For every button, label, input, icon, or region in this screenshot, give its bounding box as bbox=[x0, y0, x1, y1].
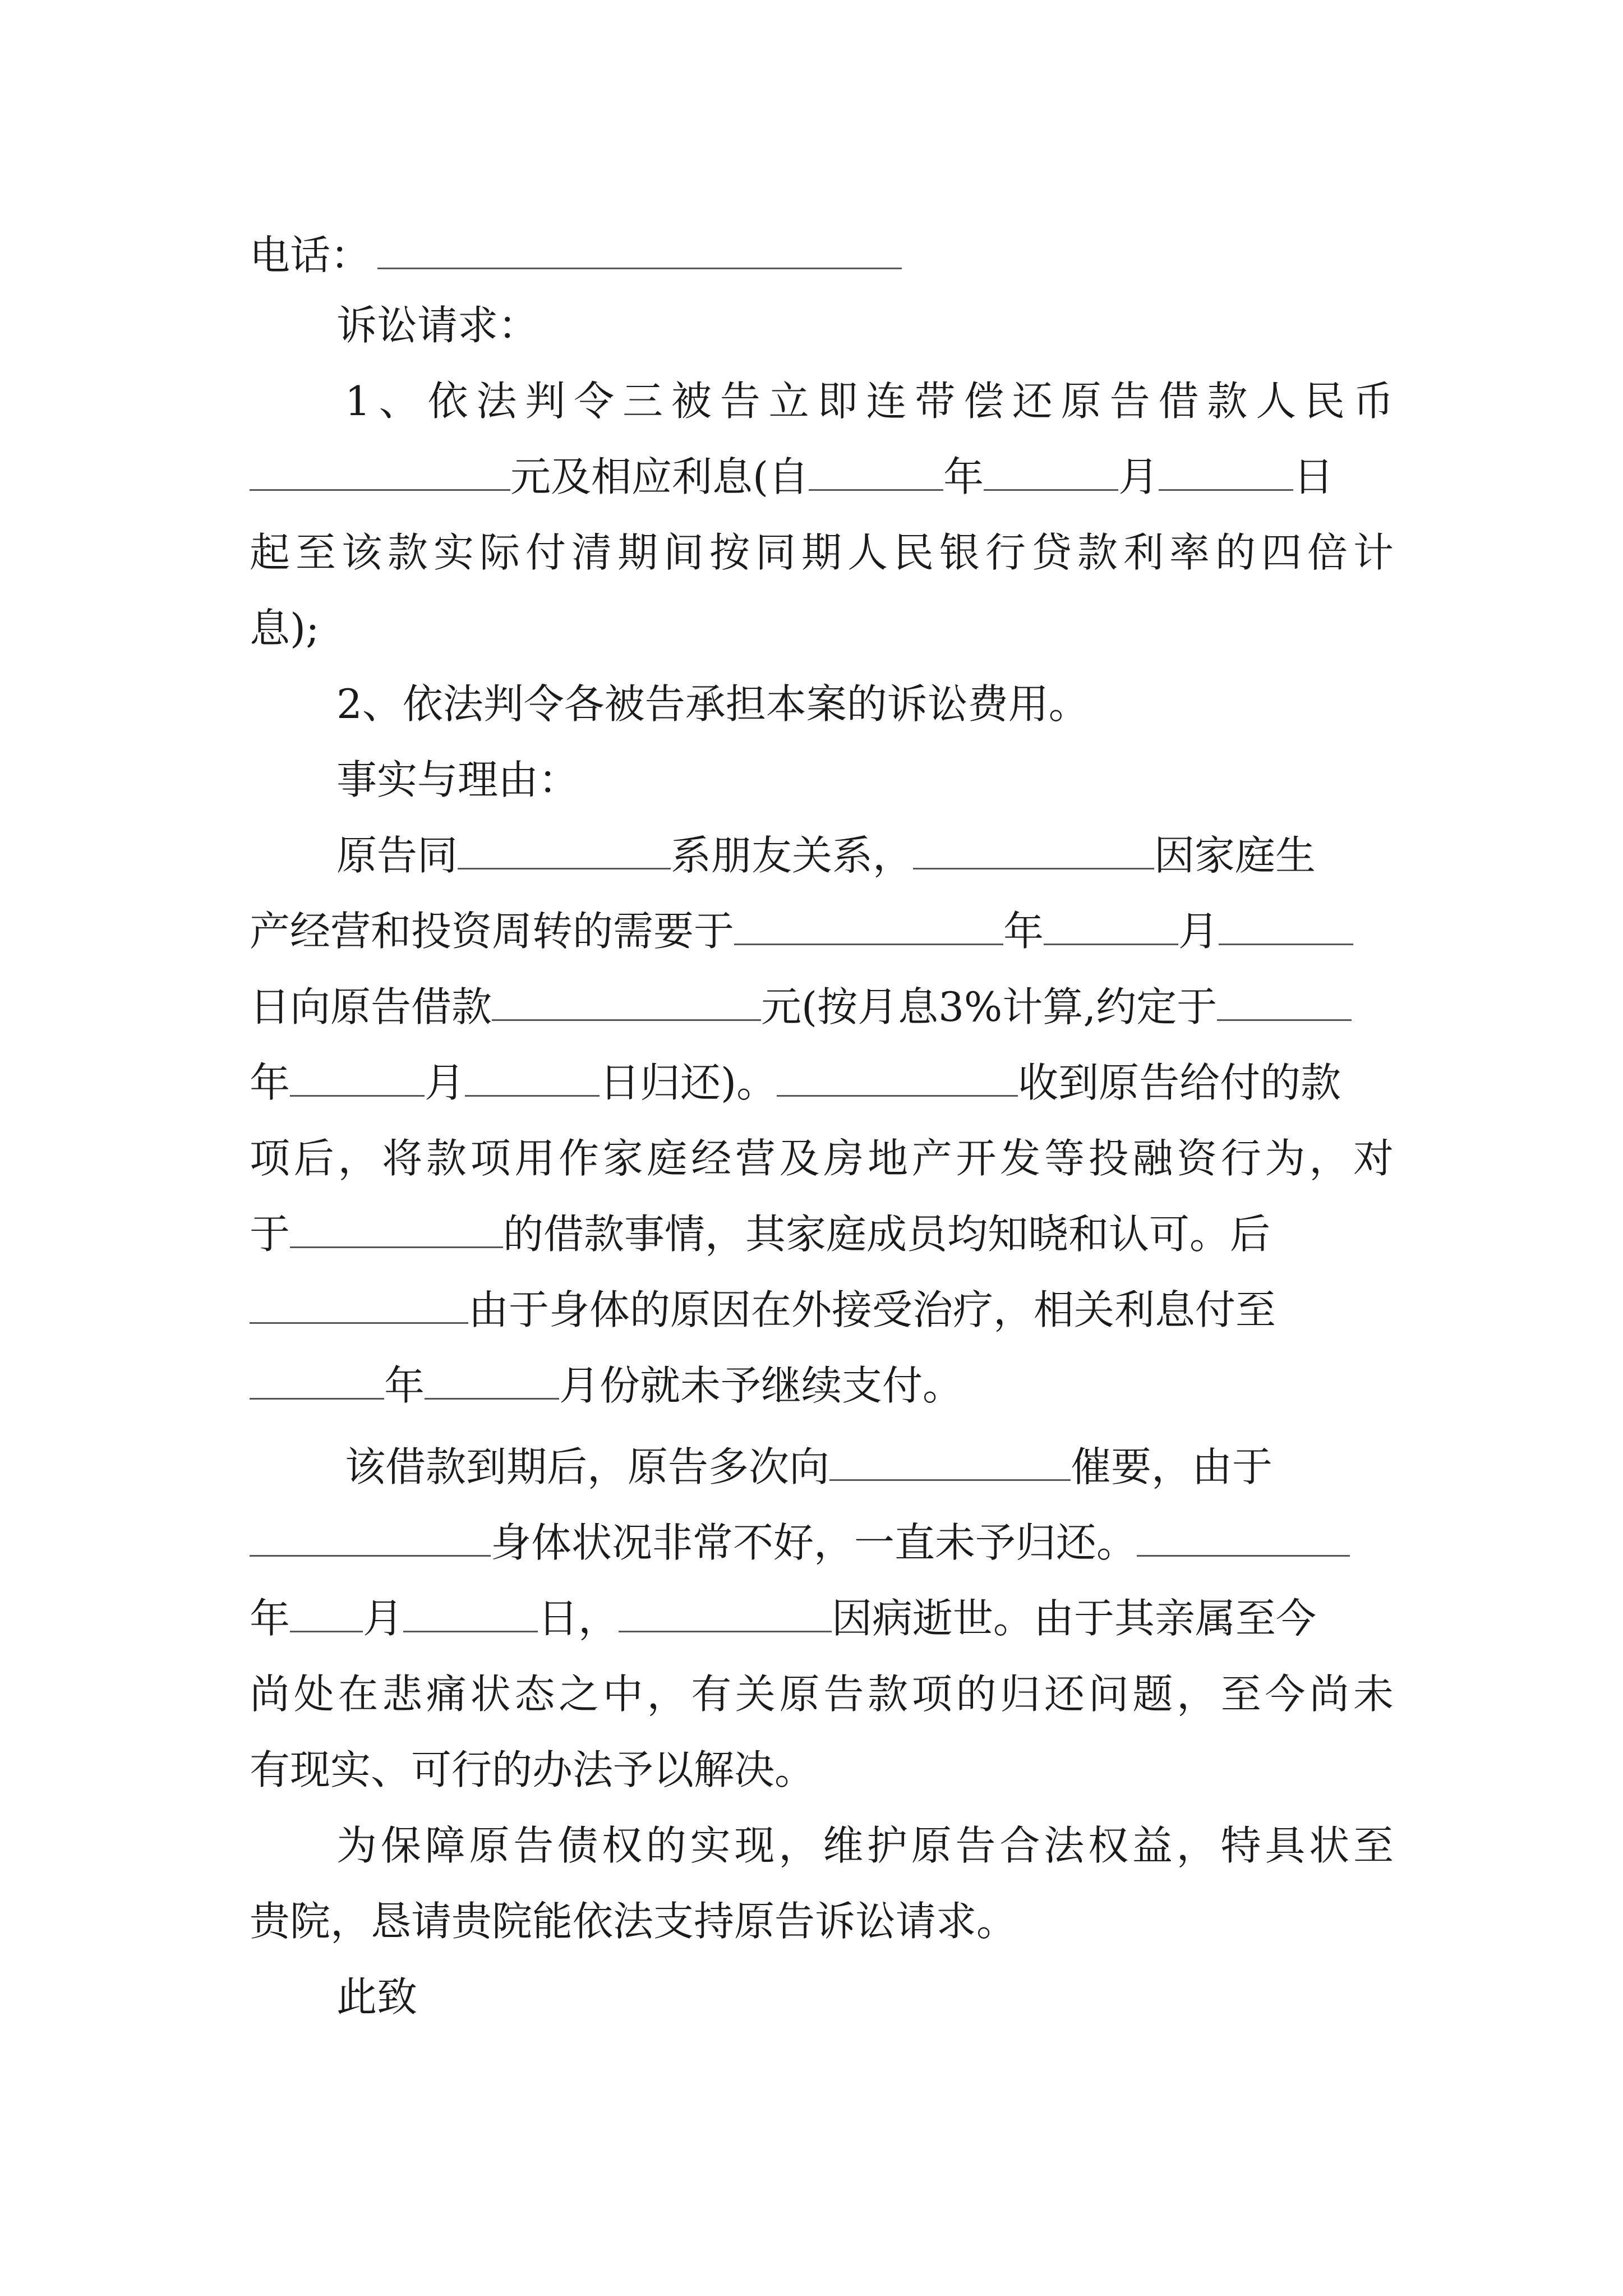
loan-amount-blank bbox=[492, 987, 761, 1021]
claims-heading bbox=[336, 286, 1481, 365]
p3-text-b: 贵院，恳请贵院能依法支持原告诉讼请求。 bbox=[250, 1898, 1017, 1945]
p1-text-e: 项后，将款项用作家庭经营及房地产开发等投融资行为，对 bbox=[250, 1135, 1394, 1182]
facts-heading-text: 事实与理由： bbox=[336, 756, 579, 803]
claim-1-line-3 bbox=[250, 513, 1394, 592]
interest-year-blank bbox=[250, 1365, 384, 1400]
p1-text-d4: 收到原告给付的款 bbox=[1018, 1059, 1341, 1106]
borrower-blank-5 bbox=[250, 1522, 491, 1557]
start-month-blank bbox=[984, 457, 1118, 491]
death-year-blank bbox=[1137, 1522, 1350, 1557]
death-day-blank bbox=[403, 1598, 538, 1632]
borrower-blank-1 bbox=[777, 1062, 1018, 1097]
closing-text: 此致 bbox=[336, 1973, 418, 2021]
p2-text-c3: 日， bbox=[538, 1595, 619, 1642]
facts-p2-line-1 bbox=[345, 1428, 1489, 1506]
claim-1-text-b3: 月 bbox=[1118, 453, 1159, 500]
loan-month-blank bbox=[1044, 911, 1178, 945]
borrower-blank-6 bbox=[619, 1598, 832, 1632]
facts-p1-line-5 bbox=[250, 1119, 1394, 1198]
facts-p1-line-7 bbox=[250, 1271, 1394, 1349]
facts-p2-line-3 bbox=[250, 1579, 1394, 1658]
claim-2-line bbox=[336, 665, 1481, 743]
p1-text-f2: 的借款事情，其家庭成员均知晓和认可。后 bbox=[503, 1211, 1271, 1258]
claim-1-text-b4: 日 bbox=[1293, 453, 1334, 500]
p2-text-d: 尚处在悲痛状态之中，有关原告款项的归还问题，至今尚未 bbox=[250, 1671, 1394, 1718]
claim-1-line-1 bbox=[345, 362, 1394, 440]
facts-p1-line-1 bbox=[336, 816, 1481, 895]
claim-1-text-b1: 元及相应利息(自 bbox=[510, 453, 809, 500]
claim-1-text-c: 起至该款实际付清期间按同期人民银行贷款利率的四倍计 bbox=[250, 529, 1394, 576]
borrower-blank-3 bbox=[250, 1290, 468, 1324]
due-year-blank bbox=[1217, 987, 1352, 1021]
closing-line bbox=[336, 1958, 1481, 2036]
p1-text-d1: 年 bbox=[250, 1059, 291, 1106]
claim-2-text: 2、依法判令各被告承担本案的诉讼费用。 bbox=[336, 680, 1089, 728]
borrower-blank-2 bbox=[290, 1214, 503, 1248]
start-year-blank bbox=[809, 457, 943, 491]
borrower-blank-4 bbox=[829, 1447, 1071, 1481]
due-day-blank bbox=[465, 1062, 600, 1097]
name-blank-1 bbox=[458, 835, 671, 869]
facts-p2-line-2 bbox=[250, 1503, 1394, 1582]
p1-text-f1: 于 bbox=[250, 1211, 291, 1258]
phone-blank bbox=[377, 235, 902, 269]
loan-year-blank bbox=[734, 911, 1003, 945]
p1-text-h2: 月份就未予继续支付。 bbox=[559, 1362, 963, 1409]
p1-text-b2: 年 bbox=[1003, 908, 1044, 955]
facts-p2-line-4 bbox=[250, 1655, 1394, 1733]
facts-heading bbox=[336, 740, 1481, 819]
amount-blank bbox=[250, 457, 510, 491]
facts-p1-line-6 bbox=[250, 1195, 1394, 1273]
p1-text-h1: 年 bbox=[384, 1362, 425, 1409]
p2-text-a1: 该借款到期后，原告多次向 bbox=[345, 1443, 830, 1490]
claims-heading-text: 诉讼请求： bbox=[336, 302, 539, 349]
p1-text-a3: 因家庭生 bbox=[1154, 832, 1316, 879]
p1-text-d3: 日归还)。 bbox=[600, 1059, 777, 1106]
interest-month-blank bbox=[425, 1365, 559, 1400]
claim-1-line-2 bbox=[250, 438, 1394, 516]
phone-label: 电话： bbox=[250, 232, 371, 279]
p2-text-a2: 催要，由于 bbox=[1071, 1443, 1273, 1490]
p1-text-a2: 系朋友关系， bbox=[671, 832, 914, 879]
facts-p1-line-8 bbox=[250, 1346, 1394, 1425]
p1-text-d2: 月 bbox=[425, 1059, 465, 1106]
facts-p1-line-3 bbox=[250, 968, 1394, 1046]
p2-text-c1: 年 bbox=[250, 1595, 291, 1642]
due-month-blank bbox=[290, 1062, 425, 1097]
facts-p2-line-5 bbox=[250, 1731, 1394, 1809]
p1-text-c2: 元(按月息3%计算,约定于 bbox=[761, 983, 1218, 1030]
facts-p3-line-1 bbox=[336, 1806, 1394, 1885]
phone-line bbox=[250, 216, 1394, 295]
claim-1-text-b2: 年 bbox=[943, 453, 984, 500]
p2-text-c2: 月 bbox=[363, 1595, 404, 1642]
facts-p3-line-2 bbox=[250, 1882, 1394, 1961]
facts-p1-line-2 bbox=[250, 892, 1394, 970]
p2-text-c4: 因病逝世。由于其亲属至今 bbox=[832, 1595, 1317, 1642]
start-day-blank bbox=[1159, 457, 1293, 491]
p1-text-c1: 日向原告借款 bbox=[250, 983, 492, 1030]
facts-p1-line-4 bbox=[250, 1043, 1394, 1122]
claim-1-text-d: 息); bbox=[250, 605, 320, 652]
claim-1-text-a: 1、依法判令三被告立即连带偿还原告借款人民币 bbox=[345, 378, 1394, 425]
loan-day-blank bbox=[1219, 911, 1353, 945]
claim-1-line-4 bbox=[250, 589, 1394, 668]
p1-text-a1: 原告同 bbox=[336, 832, 458, 879]
p3-text-a: 为保障原告债权的实现，维护原告合法权益，特具状至 bbox=[336, 1822, 1394, 1869]
name-blank-2 bbox=[913, 835, 1154, 869]
p2-text-b: 身体状况非常不好，一直未予归还。 bbox=[491, 1519, 1137, 1566]
p1-text-g: 由于身体的原因在外接受治疗，相关利息付至 bbox=[468, 1286, 1276, 1333]
p2-text-e: 有现实、可行的办法予以解决。 bbox=[250, 1746, 815, 1793]
p1-text-b3: 月 bbox=[1178, 908, 1219, 955]
p1-text-b1: 产经营和投资周转的需要于 bbox=[250, 908, 735, 955]
death-month-blank bbox=[290, 1598, 363, 1632]
